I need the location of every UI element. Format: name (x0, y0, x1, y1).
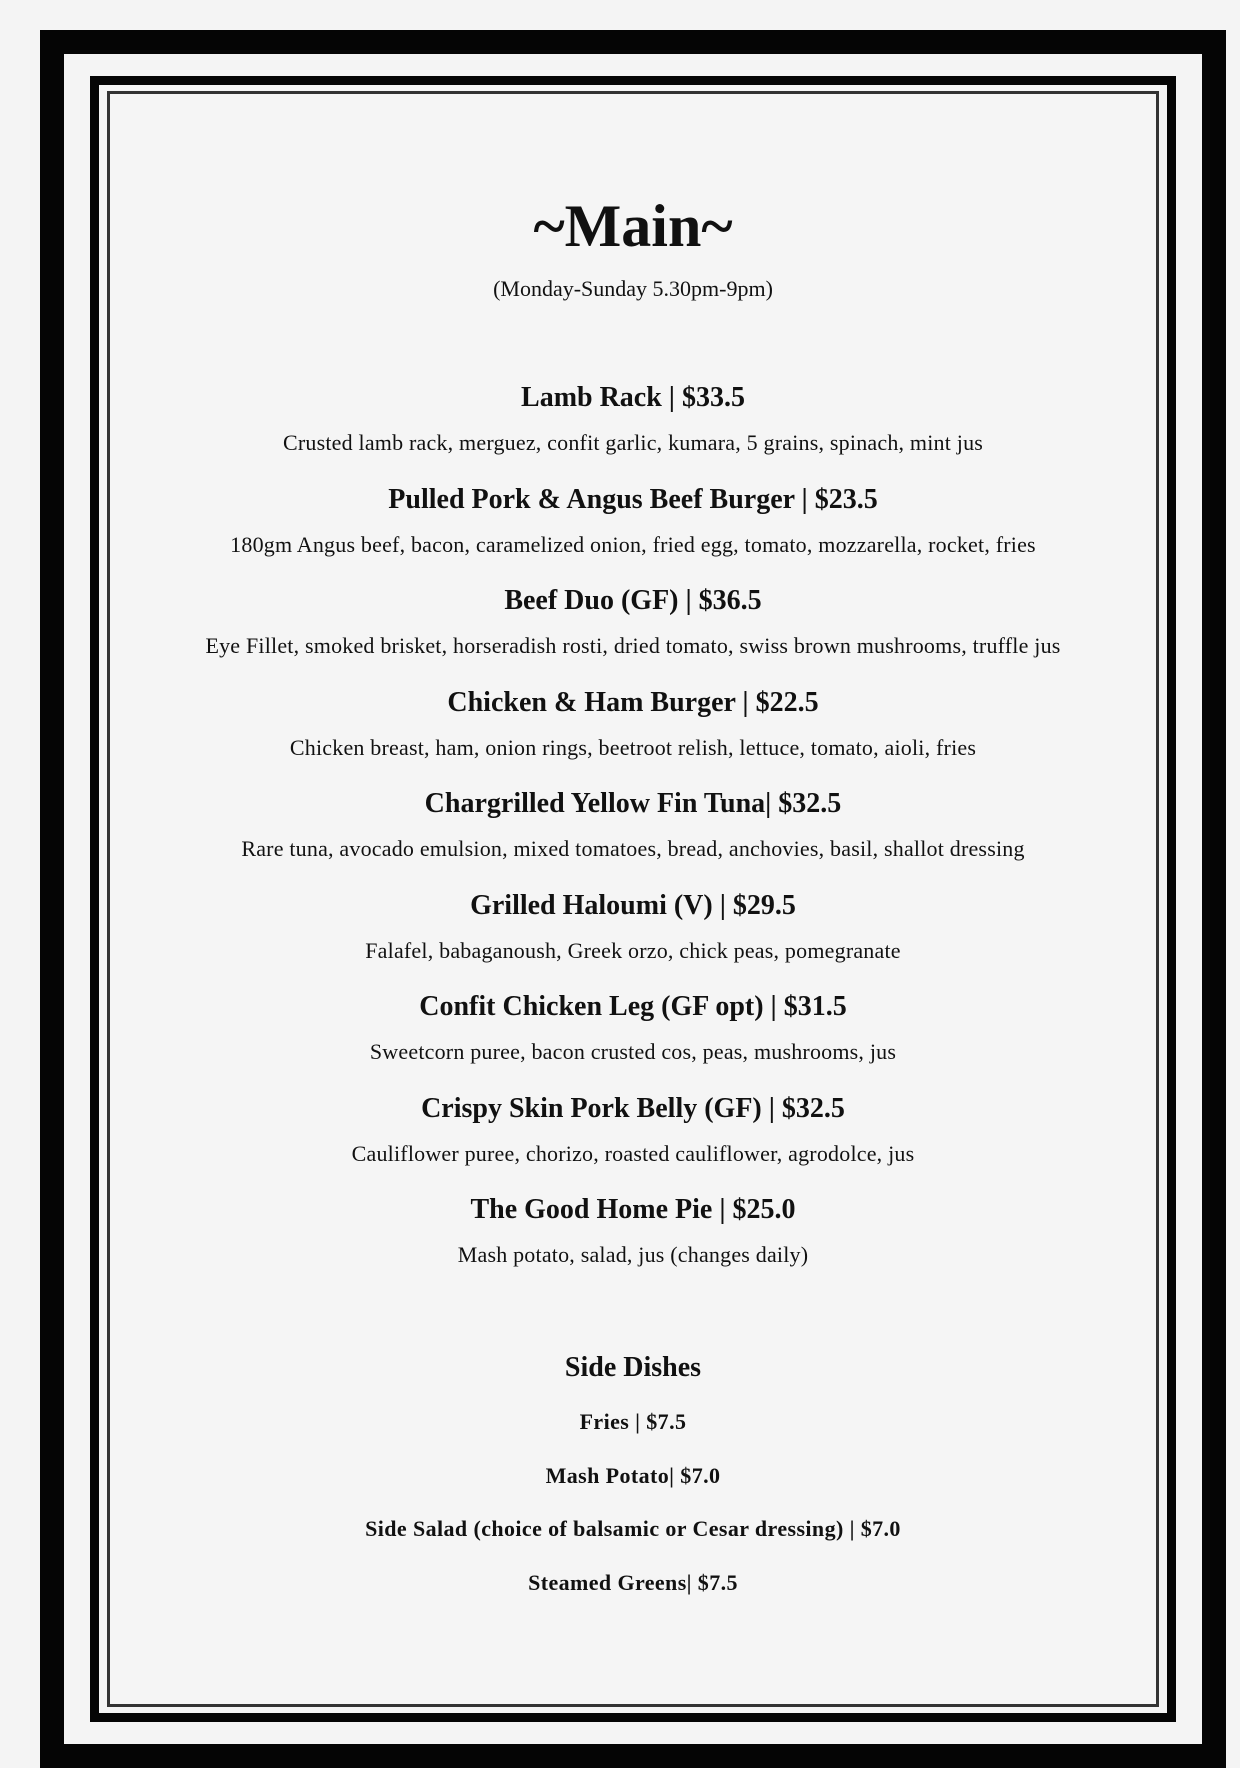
dish-item (110, 378, 1156, 480)
dish-description: Sweetcorn puree, bacon crusted cos, peas, mushrooms, jus (369, 1039, 897, 1064)
dish-description: Crusted lamb rack, merguez, confit garlic, kumara, 5 grains, spinach, mint jus (282, 430, 984, 455)
dish-item (110, 987, 1156, 1089)
dish-item (110, 1089, 1156, 1191)
dish-description: Cauliflower puree, chorizo, roasted cauliflower, agrodolce, jus (351, 1140, 915, 1166)
side-item: Steamed Greens| $7.5 (528, 1569, 738, 1595)
sides-list (110, 1404, 1156, 1618)
dish-description: Rare tuna, avocado emulsion, mixed tomatoes, bread, anchovies, basil, shallot dressing (241, 836, 1025, 861)
dish-item (110, 886, 1156, 988)
dish-name: Beef Duo (GF) | $36.5 (504, 585, 762, 616)
dish-name: Pulled Pork & Angus Beef Burger | $23.5 (388, 483, 878, 515)
dish-item (110, 1190, 1156, 1292)
dish-name: Lamb Rack | $33.5 (521, 382, 745, 413)
sides-heading: Side Dishes (564, 1352, 702, 1383)
dish-description: Chicken breast, ham, onion rings, beetroot relish, lettuce, tomato, aioli, fries (289, 734, 977, 760)
dish-item (110, 581, 1156, 683)
dish-item (110, 784, 1156, 886)
page-title: ~Main~ (533, 193, 733, 259)
dish-description: Eye Fillet, smoked brisket, horseradish rosti, dried tomato, swiss brown mushrooms, truffle jus (205, 633, 1061, 658)
menu-border-inner (90, 76, 1176, 1722)
dish-description: Falafel, babaganoush, Greek orzo, chick peas, pomegranate (365, 937, 901, 963)
dish-name: Crispy Skin Pork Belly (GF) | $32.5 (421, 1092, 845, 1124)
dish-item (110, 683, 1156, 785)
dish-name: Grilled Haloumi (V) | $29.5 (470, 889, 796, 921)
menu-panel (107, 91, 1159, 1707)
side-item: Side Salad (choice of balsamic or Cesar dressing) | $7.0 (365, 1516, 901, 1541)
dish-item (110, 480, 1156, 582)
dish-list (110, 378, 1156, 1292)
dish-name: Chicken & Ham Burger | $22.5 (447, 686, 819, 718)
dish-description: Mash potato, salad, jus (changes daily) (457, 1242, 809, 1267)
side-item: Fries | $7.5 (579, 1409, 687, 1434)
service-hours: (Monday-Sunday 5.30pm-9pm) (493, 276, 773, 301)
dish-name: Confit Chicken Leg (GF opt) | $31.5 (419, 991, 847, 1022)
menu-border-outer (40, 30, 1226, 1768)
dish-name: The Good Home Pie | $25.0 (470, 1194, 796, 1225)
side-item: Mash Potato| $7.0 (545, 1462, 721, 1488)
dish-description: 180gm Angus beef, bacon, caramelized onion, fried egg, tomato, mozzarella, rocket, fries (230, 531, 1036, 557)
dish-name: Chargrilled Yellow Fin Tuna| $32.5 (424, 788, 842, 819)
